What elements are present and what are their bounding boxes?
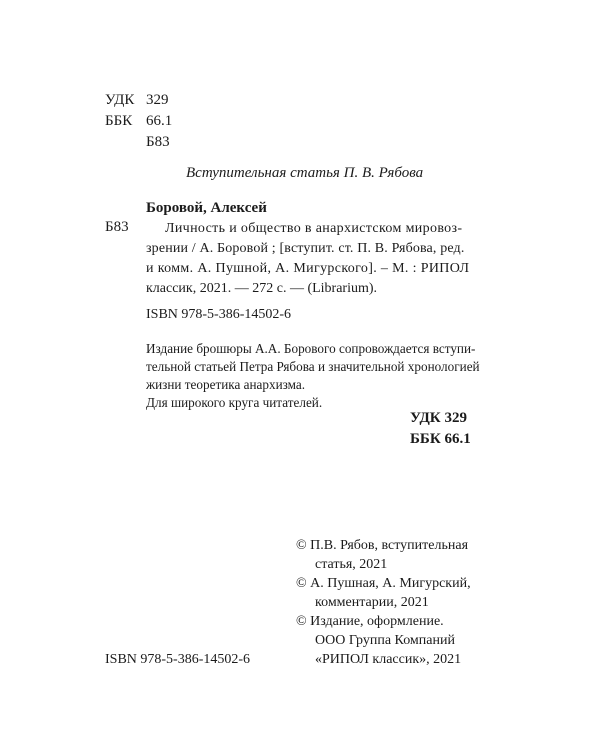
copyright-line: © П.В. Рябов, вступительная (296, 538, 469, 553)
right-bbk-code: ББК 66.1 (410, 431, 471, 447)
annotation-line: тельной статьей Петра Рябова и значительной хронологией (146, 359, 480, 374)
intro-note: Вступительная статья П. В. Рябова (186, 165, 424, 181)
catalog-description-line: зрении / А. Боровой ; [вступит. ст. П. В. Рябова, ред. (146, 241, 465, 256)
udk-label: УДК (105, 92, 135, 108)
copyright-line: ООО Группа Компаний (315, 633, 455, 648)
author-sign: Б83 (146, 134, 170, 150)
udk-value: 329 (146, 92, 169, 108)
copyright-line: © Издание, оформление. (296, 614, 444, 629)
annotation-line: жизни теоретика анархизма. (146, 377, 306, 392)
catalog-description-line: и комм. А. Пушной, А. Мигурского]. – М. : РИПОЛ (146, 261, 470, 276)
catalog-isbn: ISBN 978-5-386-14502-6 (146, 307, 292, 322)
bbk-label: ББК (105, 113, 133, 129)
copyright-line: «РИПОЛ классик», 2021 (315, 652, 462, 667)
copyright-line: комментарии, 2021 (315, 595, 429, 610)
copyright-line: © А. Пушная, А. Мигурский, (296, 576, 471, 591)
copyright-line: статья, 2021 (315, 557, 388, 572)
catalog-sign: Б83 (105, 219, 129, 235)
catalog-description-line: Личность и общество в анархистском мировоз- (165, 221, 463, 236)
bbk-value: 66.1 (146, 113, 173, 129)
right-udk-code: УДК 329 (410, 410, 467, 426)
annotation-line: Для широкого круга читателей. (146, 395, 323, 410)
bottom-isbn: ISBN 978-5-386-14502-6 (105, 652, 251, 667)
annotation-line: Издание брошюры А.А. Борового сопровождается вступи- (146, 341, 476, 356)
catalog-description-line: классик, 2021. — 272 с. — (Librarium). (146, 281, 378, 296)
catalog-author: Боровой, Алексей (146, 200, 267, 216)
